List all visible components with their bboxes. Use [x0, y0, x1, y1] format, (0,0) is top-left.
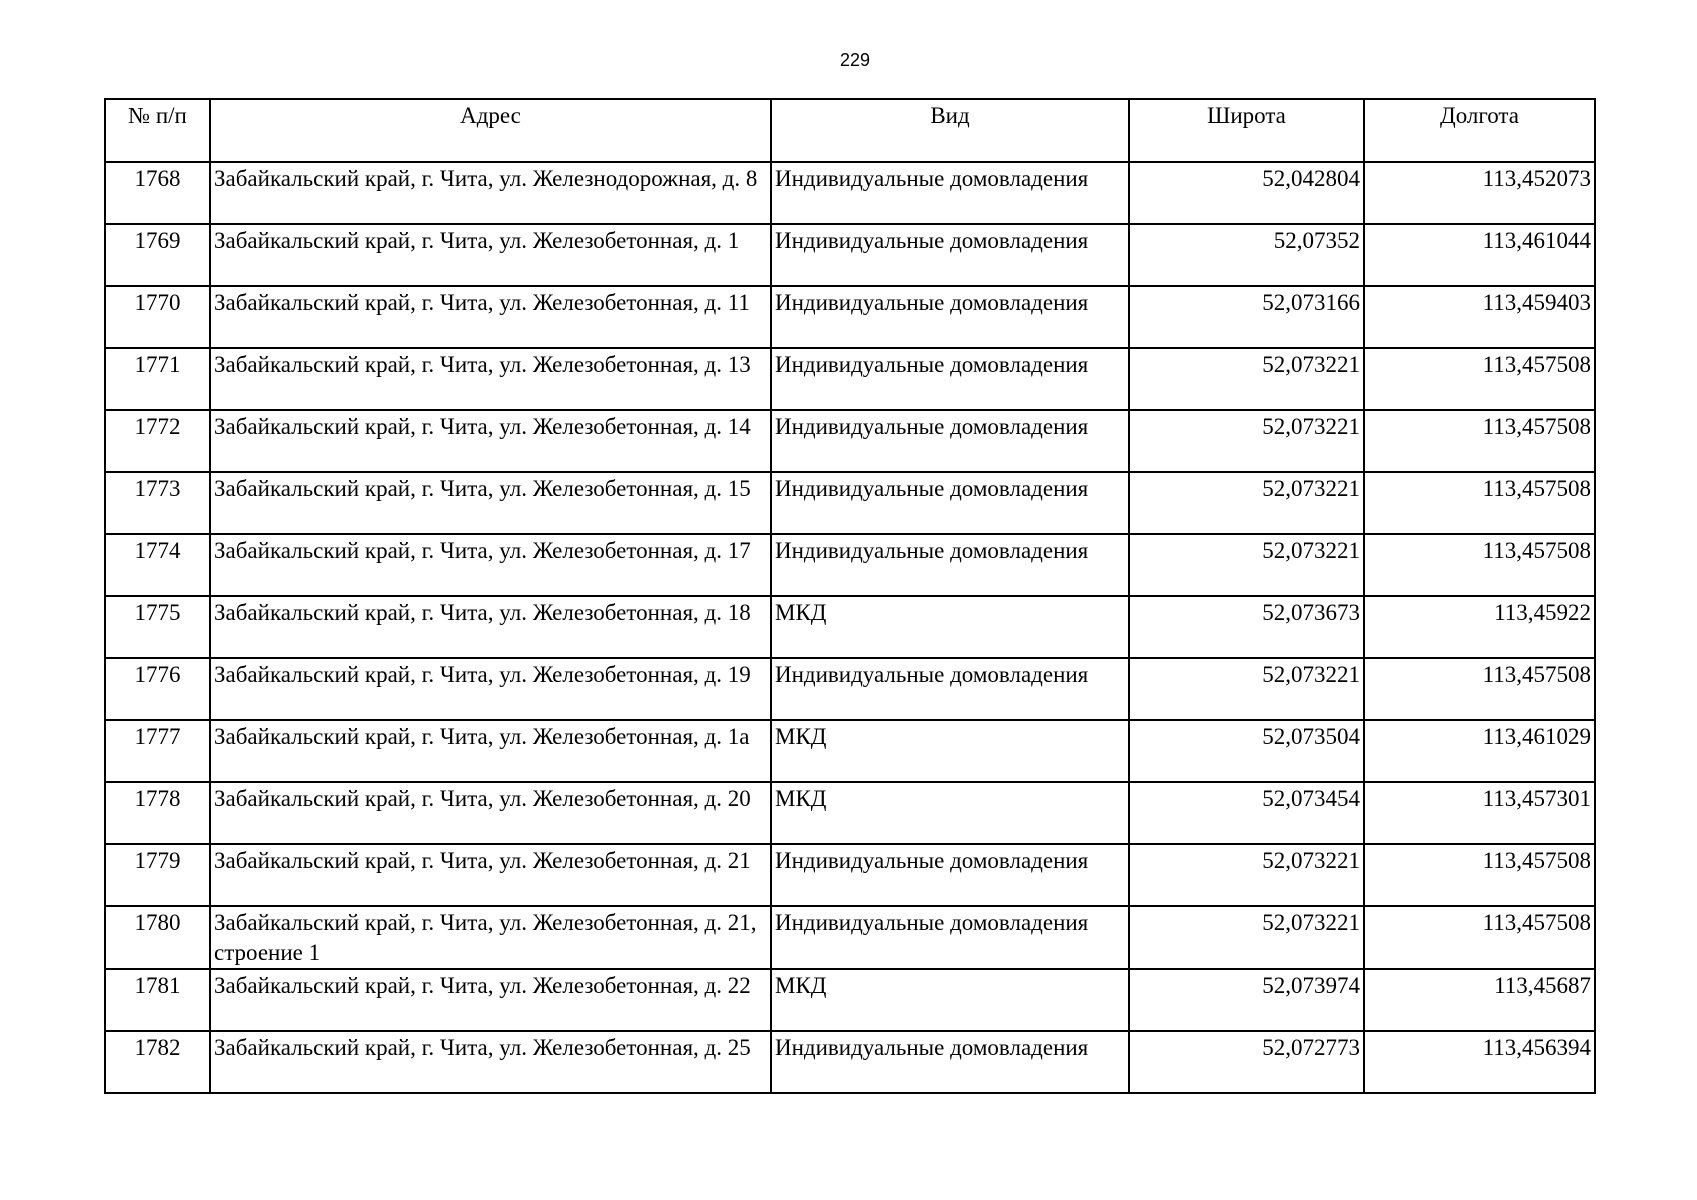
cell-lon: 113,457508	[1364, 410, 1595, 472]
table-body	[105, 162, 1595, 1093]
cell-lon: 113,45922	[1364, 596, 1595, 658]
cell-kind: Индивидуальные домовладения	[771, 162, 1129, 224]
header-row	[105, 99, 1595, 162]
cell-kind: МКД	[771, 782, 1129, 844]
table-row	[105, 658, 1595, 720]
cell-num: 1768	[105, 162, 210, 224]
cell-lat: 52,073221	[1129, 844, 1364, 906]
cell-kind: МКД	[771, 596, 1129, 658]
cell-lat: 52,042804	[1129, 162, 1364, 224]
table-row	[105, 969, 1595, 1031]
cell-lon: 113,45687	[1364, 969, 1595, 1031]
cell-address: Забайкальский край, г. Чита, ул. Железобетонная, д. 1а	[210, 720, 771, 782]
cell-num: 1770	[105, 286, 210, 348]
cell-num: 1772	[105, 410, 210, 472]
cell-kind: Индивидуальные домовладения	[771, 286, 1129, 348]
cell-kind: Индивидуальные домовладения	[771, 224, 1129, 286]
cell-address: Забайкальский край, г. Чита, ул. Железобетонная, д. 15	[210, 472, 771, 534]
cell-address: Забайкальский край, г. Чита, ул. Железобетонная, д. 11	[210, 286, 771, 348]
cell-num: 1777	[105, 720, 210, 782]
table-row	[105, 162, 1595, 224]
header-kind: Вид	[771, 99, 1129, 162]
cell-lat: 52,072773	[1129, 1031, 1364, 1093]
cell-address: Забайкальский край, г. Чита, ул. Железобетонная, д. 20	[210, 782, 771, 844]
cell-lon: 113,457508	[1364, 472, 1595, 534]
cell-num: 1771	[105, 348, 210, 410]
cell-lon: 113,452073	[1364, 162, 1595, 224]
cell-lat: 52,073974	[1129, 969, 1364, 1031]
cell-lon: 113,457508	[1364, 348, 1595, 410]
cell-num: 1775	[105, 596, 210, 658]
cell-address: Забайкальский край, г. Чита, ул. Железобетонная, д. 21	[210, 844, 771, 906]
cell-lat: 52,073221	[1129, 906, 1364, 969]
address-table	[104, 98, 1596, 1094]
cell-lat: 52,073673	[1129, 596, 1364, 658]
cell-lat: 52,073504	[1129, 720, 1364, 782]
cell-lat: 52,073221	[1129, 534, 1364, 596]
cell-lat: 52,073221	[1129, 658, 1364, 720]
cell-num: 1779	[105, 844, 210, 906]
cell-lon: 113,457508	[1364, 844, 1595, 906]
cell-lon: 113,459403	[1364, 286, 1595, 348]
cell-lat: 52,073221	[1129, 410, 1364, 472]
header-address: Адрес	[210, 99, 771, 162]
cell-num: 1778	[105, 782, 210, 844]
cell-num: 1781	[105, 969, 210, 1031]
cell-num: 1774	[105, 534, 210, 596]
cell-lon: 113,456394	[1364, 1031, 1595, 1093]
cell-lon: 113,457508	[1364, 534, 1595, 596]
header-lat: Широта	[1129, 99, 1364, 162]
cell-kind: Индивидуальные домовладения	[771, 1031, 1129, 1093]
cell-kind: Индивидуальные домовладения	[771, 410, 1129, 472]
cell-kind: Индивидуальные домовладения	[771, 472, 1129, 534]
cell-lat: 52,073166	[1129, 286, 1364, 348]
cell-kind: МКД	[771, 720, 1129, 782]
cell-address: Забайкальский край, г. Чита, ул. Железнодорожная, д. 8	[210, 162, 771, 224]
cell-num: 1782	[105, 1031, 210, 1093]
cell-lat: 52,073221	[1129, 348, 1364, 410]
table-row	[105, 534, 1595, 596]
table-row	[105, 348, 1595, 410]
page-number: 229	[839, 50, 871, 70]
table-header	[105, 99, 1595, 162]
cell-address: Забайкальский край, г. Чита, ул. Железобетонная, д. 17	[210, 534, 771, 596]
cell-num: 1776	[105, 658, 210, 720]
table-row	[105, 844, 1595, 906]
cell-lat: 52,07352	[1129, 224, 1364, 286]
cell-kind: Индивидуальные домовладения	[771, 844, 1129, 906]
cell-address: Забайкальский край, г. Чита, ул. Железобетонная, д. 22	[210, 969, 771, 1031]
cell-lat: 52,073221	[1129, 472, 1364, 534]
cell-address: Забайкальский край, г. Чита, ул. Железобетонная, д. 25	[210, 1031, 771, 1093]
table-row	[105, 720, 1595, 782]
cell-kind: Индивидуальные домовладения	[771, 658, 1129, 720]
cell-num: 1780	[105, 906, 210, 969]
cell-address: Забайкальский край, г. Чита, ул. Железобетонная, д. 1	[210, 224, 771, 286]
table-row	[105, 410, 1595, 472]
header-num: № п/п	[105, 99, 210, 162]
cell-lon: 113,457301	[1364, 782, 1595, 844]
cell-address: Забайкальский край, г. Чита, ул. Железобетонная, д. 14	[210, 410, 771, 472]
cell-lon: 113,457508	[1364, 658, 1595, 720]
table-row	[105, 224, 1595, 286]
cell-address: Забайкальский край, г. Чита, ул. Железобетонная, д. 21, строение 1	[210, 906, 771, 969]
header-lon: Долгота	[1364, 99, 1595, 162]
cell-address: Забайкальский край, г. Чита, ул. Железобетонная, д. 13	[210, 348, 771, 410]
cell-num: 1773	[105, 472, 210, 534]
table-row	[105, 1031, 1595, 1093]
cell-kind: Индивидуальные домовладения	[771, 906, 1129, 969]
cell-kind: МКД	[771, 969, 1129, 1031]
cell-lon: 113,461044	[1364, 224, 1595, 286]
cell-lat: 52,073454	[1129, 782, 1364, 844]
cell-num: 1769	[105, 224, 210, 286]
cell-kind: Индивидуальные домовладения	[771, 534, 1129, 596]
cell-address: Забайкальский край, г. Чита, ул. Железобетонная, д. 19	[210, 658, 771, 720]
table-row	[105, 286, 1595, 348]
table-row	[105, 472, 1595, 534]
table-row	[105, 596, 1595, 658]
cell-kind: Индивидуальные домовладения	[771, 348, 1129, 410]
table-row	[105, 782, 1595, 844]
cell-lon: 113,457508	[1364, 906, 1595, 969]
table-row	[105, 906, 1595, 969]
cell-lon: 113,461029	[1364, 720, 1595, 782]
cell-address: Забайкальский край, г. Чита, ул. Железобетонная, д. 18	[210, 596, 771, 658]
